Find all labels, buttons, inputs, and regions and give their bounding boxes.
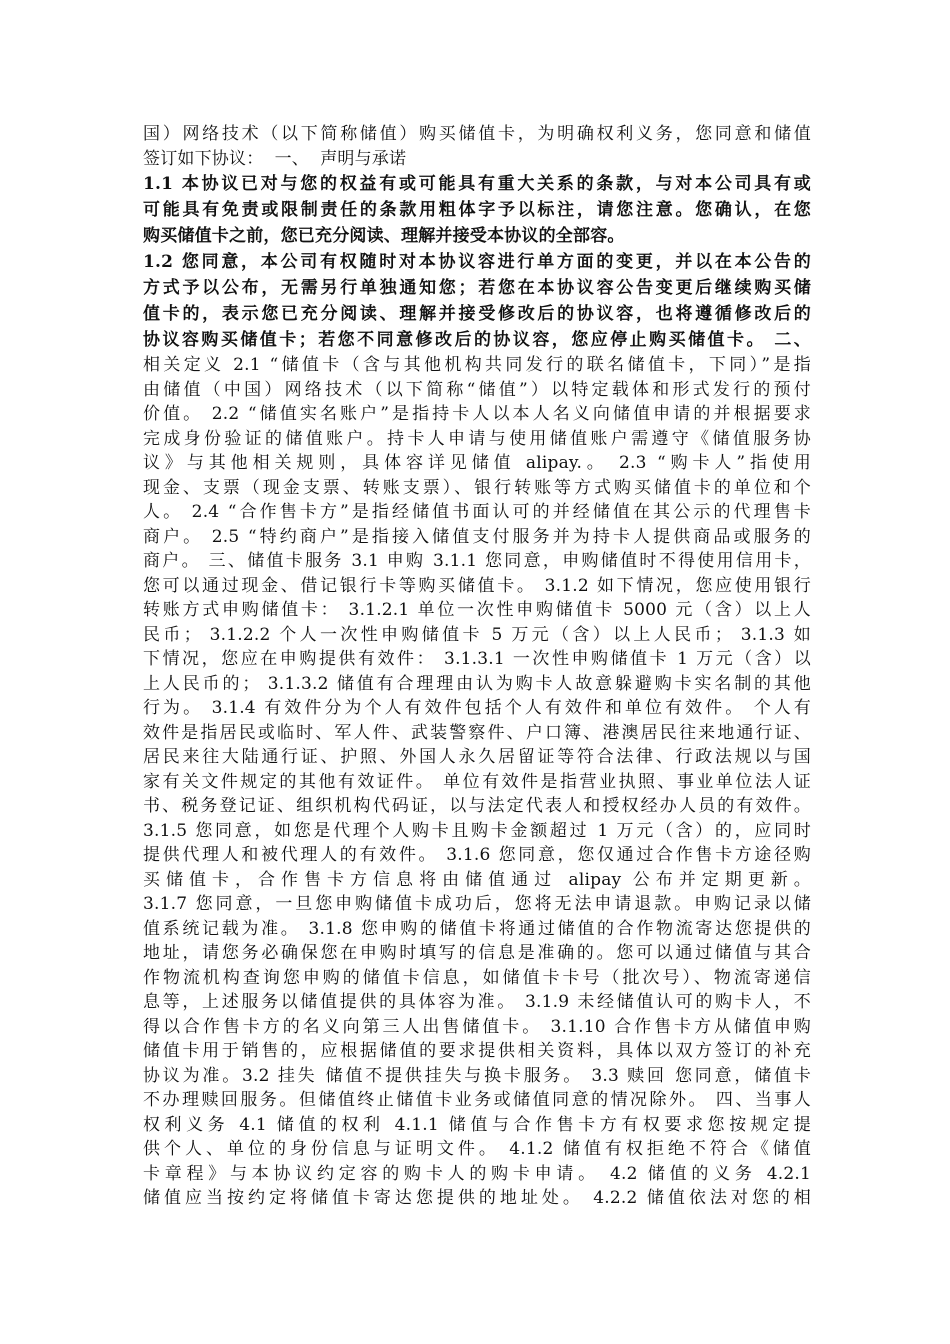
text-line: 现金、支票（现金支票、转账支票）、银行转账等方式购买储值卡的单位和个 (143, 477, 811, 498)
text-line: 人。 2.4 “合作售卡方”是指经储值书面认可的并经储值在其公示的代理售卡 (143, 502, 811, 522)
text-line: 提供代理人和被代理人的有效件。 3.1.6 您同意，您仅通过合作售卡方途径购 (143, 845, 811, 865)
text-line: 家有关文件规定的其他有效证件。 单位有效件是指营业执照、事业单位法人证 (143, 771, 811, 792)
text-line: 上人民币的； 3.1.3.2 储值有合理理由认为购卡人故意躲避购卡实名制的其他 (143, 673, 811, 694)
text-line: 议》与其他相关规则，具体容详见储值 alipay.。 2.3 “购卡人”指使用 (143, 453, 811, 473)
bold-clause-line: 协议容购买储值卡；若您不同意修改后的协议容，您应停止购买储值卡。 二、 (143, 330, 811, 350)
bold-clause-line: 可能具有免责或限制责任的条款用粗体字予以标注，请您注意。您确认，在您 (143, 200, 811, 220)
text-line: 地址，请您务必确保您在申购时填写的信息是准确的。您可以通过储值与其合 (143, 943, 811, 963)
document-body (143, 122, 811, 1211)
text-line: 3.1.5 您同意，如您是代理个人购卡且购卡金额超过 1 万元（含）的，应同时 (143, 820, 811, 841)
bold-clause-line: 值卡的，表示您已充分阅读、理解并接受修改后的协议容，也将遵循修改后的 (143, 304, 811, 324)
text-line: 居民来往大陆通行证、护照、外国人永久居留证等符合法律、行政法规以与国 (143, 747, 811, 767)
text-line: 不办理赎回服务。但储值终止储值卡业务或储值同意的情况除外。 四、当事人 (143, 1090, 811, 1110)
text-line: 商户。 2.5 “特约商户”是指接入储值支付服务并为持卡人提供商品或服务的 (143, 526, 811, 547)
bold-clause-line: 1.2 您同意，本公司有权随时对本协议容进行单方面的变更，并以在本公告的 (143, 252, 811, 272)
text-line: 作物流机构查询您申购的储值卡信息，如储值卡卡号（批次号）、物流寄递信 (143, 967, 811, 988)
text-line: 签订如下协议： 一、 声明与承诺 (143, 148, 407, 169)
text-line: 下情况，您应在申购提供有效件： 3.1.3.1 一次性申购储值卡 1 万元（含）以 (143, 649, 811, 669)
text-line: 储值应当按约定将储值卡寄达您提供的地址处。 4.2.2 储值依法对您的相 (143, 1188, 811, 1208)
text-line: 值系统记载为准。 3.1.8 您申购的储值卡将通过储值的合作物流寄达您提供的 (143, 918, 811, 939)
text-line: 卡章程》与本协议约定容的购卡人的购卡申请。 4.2 储值的义务 4.2.1 (143, 1163, 811, 1184)
text-line: 商户。 三、储值卡服务 3.1 申购 3.1.1 您同意，申购储值时不得使用信用卡， (143, 551, 811, 571)
bold-clause-line: 方式予以公布，无需另行单独通知您；若您在本协议容公告变更后继续购买储 (143, 278, 811, 298)
text-line: 效件是指居民或临时、军人件、武装警察件、户口簿、港澳居民往来地通行证、 (143, 722, 811, 743)
text-line: 国）网络技术（以下简称储值）购买储值卡，为明确权利义务，您同意和储值 (143, 124, 811, 144)
text-line: 供个人、单位的身份信息与证明文件。 4.1.2 储值有权拒绝不符合《储值 (143, 1139, 811, 1159)
text-line: 转账方式申购储值卡： 3.1.2.1 单位一次性申购储值卡 5000 元（含）以上人 (143, 600, 811, 620)
text-line: 权利义务 4.1 储值的权利 4.1.1 储值与合作售卡方有权要求您按规定提 (143, 1114, 811, 1135)
text-line: 价值。 2.2 “储值实名账户”是指持卡人以本人名义向储值申请的并根据要求 (143, 404, 811, 424)
text-line: 民币； 3.1.2.2 个人一次性申购储值卡 5 万元（含）以上人民币； 3.1.3 如 (143, 624, 811, 645)
text-line: 3.1.7 您同意，一旦您申购储值卡成功后，您将无法申请退款。申购记录以储 (143, 894, 811, 914)
text-line: 买储值卡，合作售卡方信息将由储值通过 alipay 公布并定期更新。 (143, 869, 811, 890)
text-line: 完成身份验证的储值账户。持卡人申请与使用储值账户需遵守《储值服务协 (143, 428, 811, 449)
text-line: 相关定义 2.1 “储值卡（含与其他机构共同发行的联名储值卡，下同）”是指 (143, 355, 811, 375)
text-line: 由储值（中国）网络技术（以下简称“储值”）以特定载体和形式发行的预付 (143, 379, 811, 400)
text-line: 行为。 3.1.4 有效件分为个人有效件包括个人有效件和单位有效件。 个人有 (143, 698, 811, 718)
text-line: 储值卡用于销售的，应根据储值的要求提供相关资料，具体以双方签订的补充 (143, 1041, 811, 1061)
text-line: 协议为准。3.2 挂失 储值不提供挂失与换卡服务。 3.3 赎回 您同意，储值卡 (143, 1065, 811, 1086)
bold-clause-line: 购买储值卡之前，您已充分阅读、理解并接受本协议的全部容。 (143, 226, 625, 246)
text-line: 书、税务登记证、组织机构代码证，以与法定代表人和授权经办人员的有效件。 (143, 796, 811, 816)
text-line: 息等，上述服务以储值提供的具体容为准。 3.1.9 未经储值认可的购卡人，不 (143, 992, 811, 1012)
bold-clause-line: 1.1 本协议已对与您的权益有或可能具有重大关系的条款，与对本公司具有或 (143, 174, 811, 194)
text-line: 得以合作售卡方的名义向第三人出售储值卡。 3.1.10 合作售卡方从储值申购 (143, 1016, 811, 1037)
text-line: 您可以通过现金、借记银行卡等购买储值卡。 3.1.2 如下情况，您应使用银行 (143, 575, 811, 596)
